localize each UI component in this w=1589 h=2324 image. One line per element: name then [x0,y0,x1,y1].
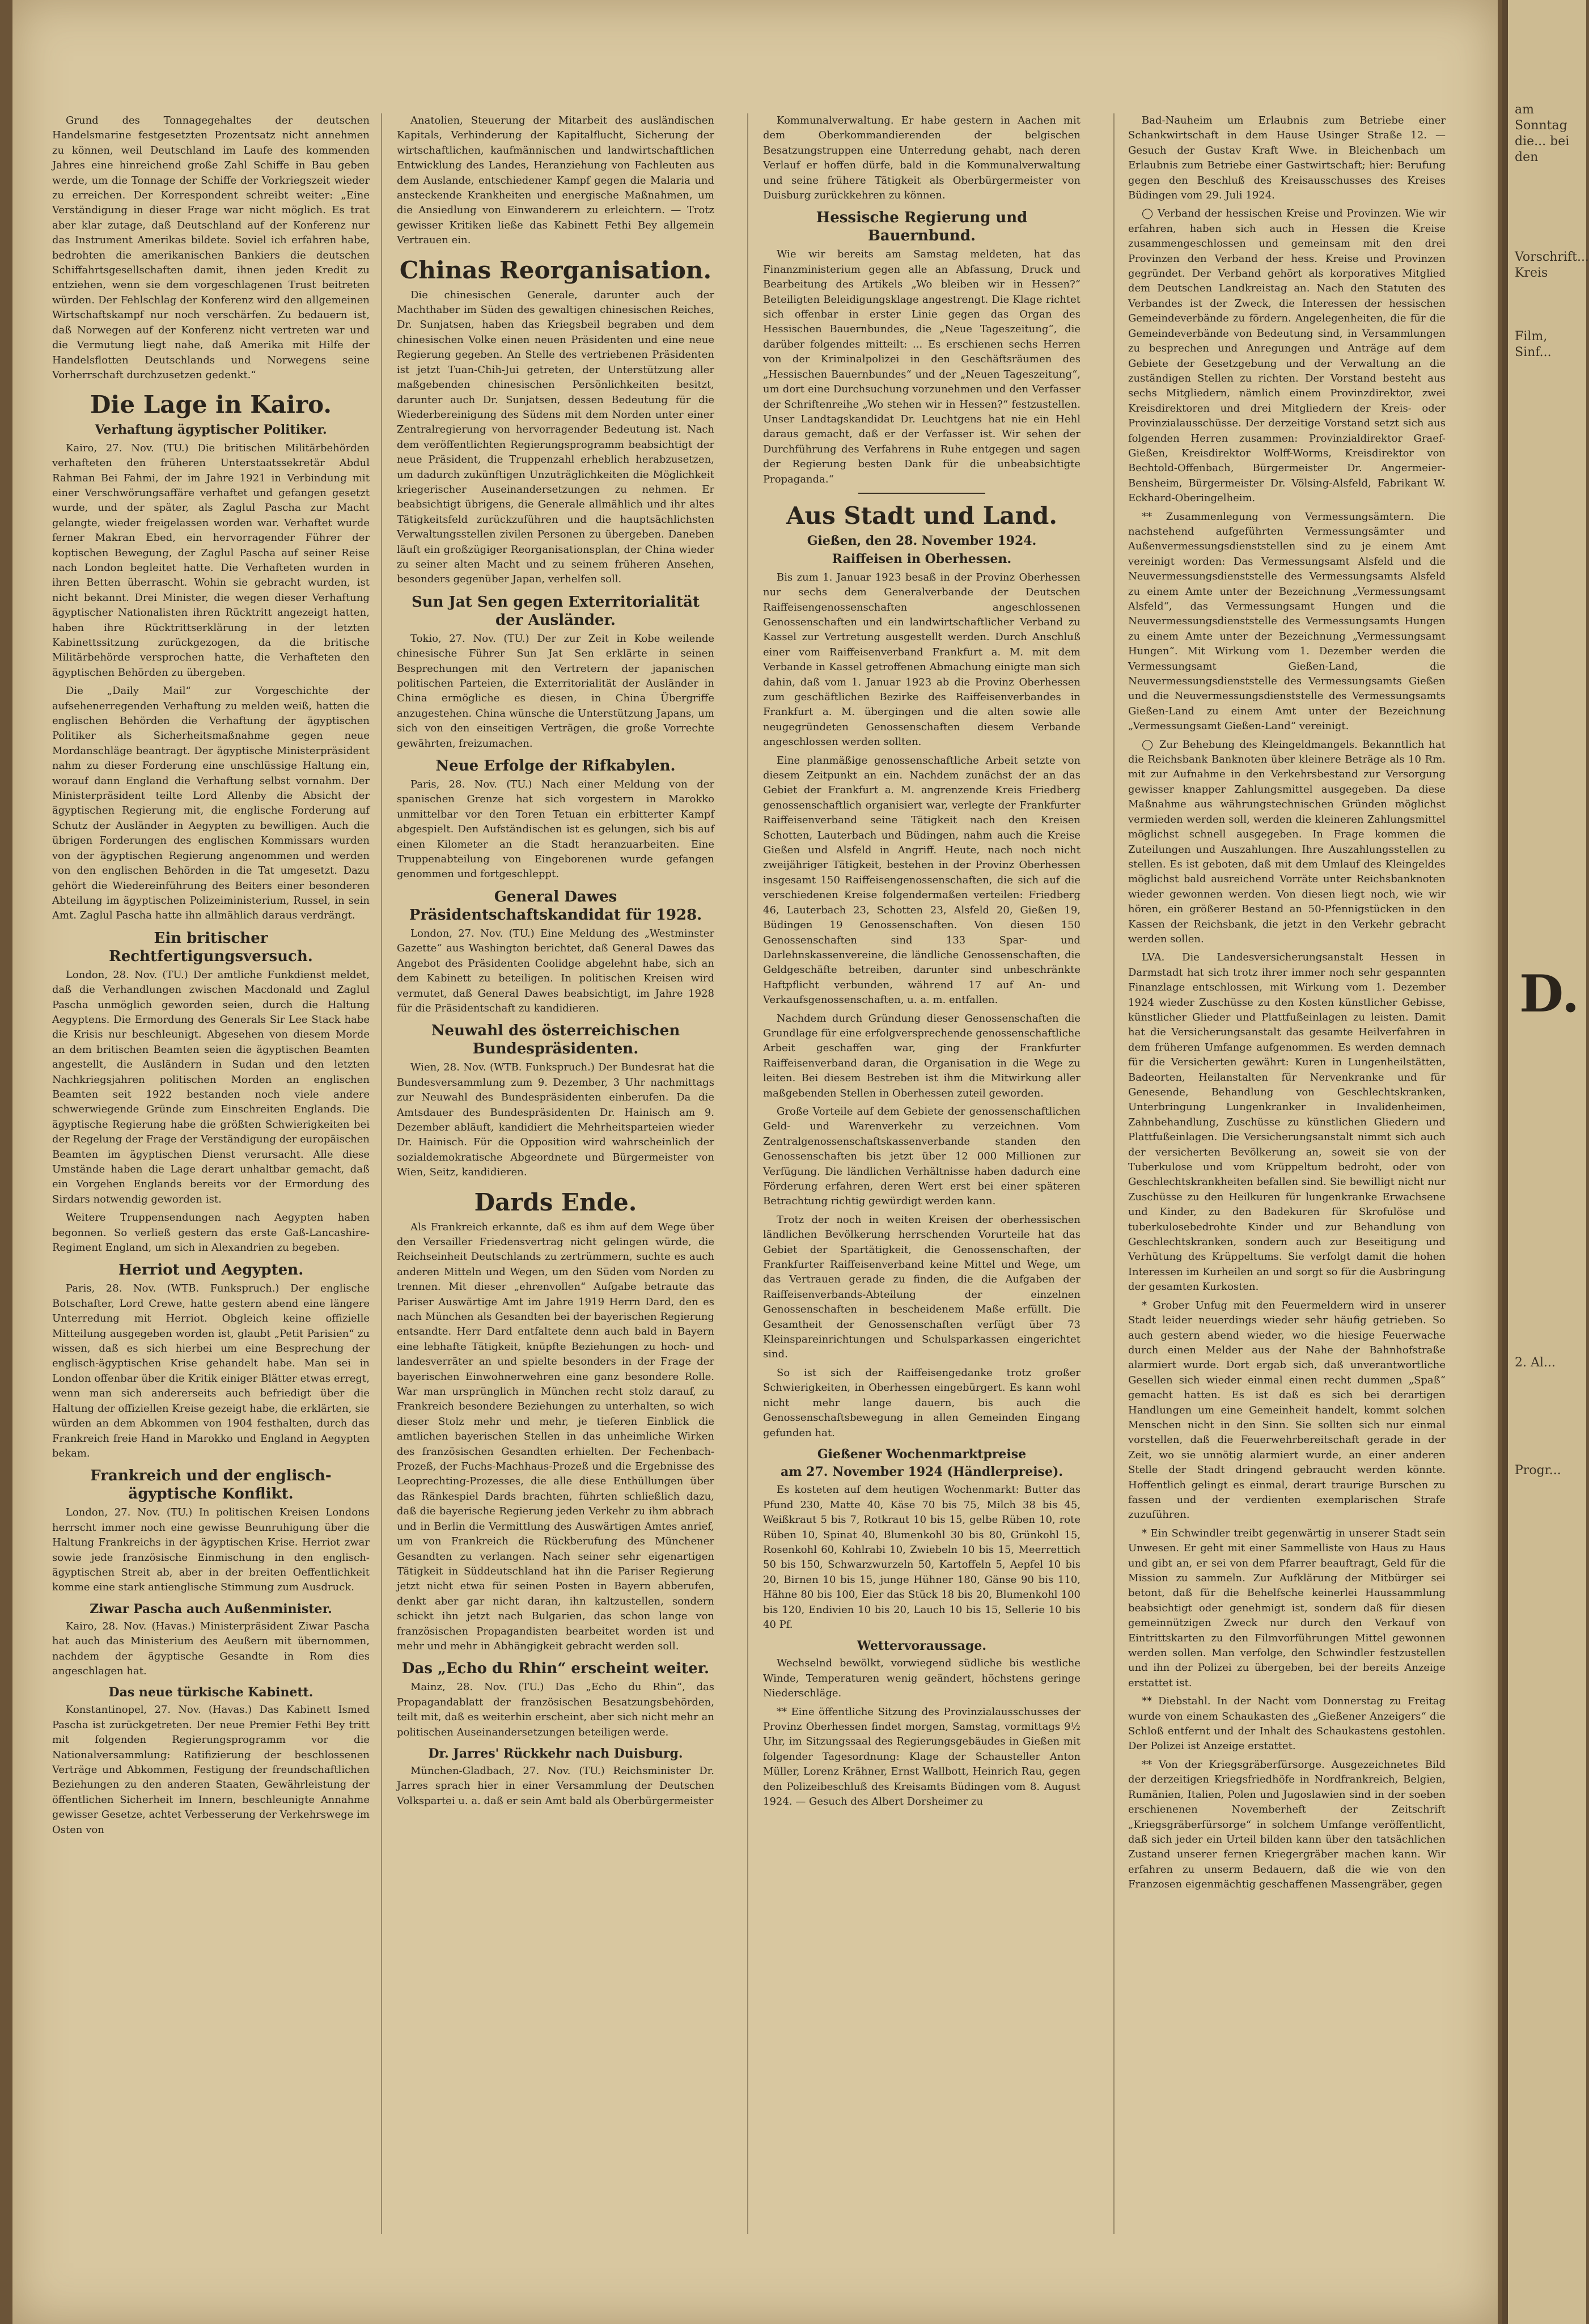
article-text: Kairo, 27. Nov. (TU.) Die britischen Militärbehörden verhafteten den früheren Unterstaatssekretär Abdul Rahman Bei Fahmi, der im Jahre 1921 in Verbindung mit einer Verschwörungsaffäre verhaftet und gefangen gesetzt wurde, und der später, als Zaglul Pascha zur Macht gelangte, wieder freigelassen worden war. Verhaftet wurde ferner Makran Ebed, ein hervorragender Führer der koptischen Bewegung, der Zaglul Pascha auf seiner Reise nach London begleitet hatte. Die Verhafteten wurden in ihren Betten überrascht. Wohin sie gebracht wurden, ist nicht bekannt. Drei Minister, die wegen dieser Verhaftung ägyptischer Nationalisten ihren Rücktritt angezeigt hatten, haben ihre Rücktrittserklärung in der letzten Kabinettssitzung zurückgezogen, da die britische Militärbehörde versprochen hatte, die Verhafteten den ägyptischen Behörden zu übergeben. [52,442,370,679]
article-text: London, 28. Nov. (TU.) Der amtliche Funkdienst meldet, daß die Verhandlungen zwischen Macdonald und Zaglul Pascha unmöglich geworden seien, durch die Haltung Aegyptens. Die Ermordung des Generals Sir Lee Stack habe die Krisis nur beschleunigt. Abgesehen von diesem Morde an dem britischen Beamten seien die ägyptischen Beamten angestellt, die Ausländern in Sudan und den letzten Nachkriegsjahren politischen Morden an englischen Beamten seit 1922 bestanden noch viele andere schwerwiegende Gründe zum Einschreiten Englands. Die ägyptische Regierung habe die größten Schwierigkeiten bei der Regelung der Frage der Verständigung der europäischen Beamten im ägyptischen Dienst verursacht. Alle diese Umstände haben die Lage derart unhaltbar gemacht, daß ein Vorgehen Englands bereits vor der Ermordung des Sirdars notwendig geworden ist. [52,968,370,1205]
headline: Neue Erfolge der Rifkabylen. [435,757,676,775]
article-text: * Grober Unfug mit den Feuermeldern wird in unserer Stadt leider neuerdings wieder sehr häufig getrieben. So auch gestern abend wieder, wo die hiesige Feuerwache durch einen Melder aus der Nahe der Bahnhofstraße alarmiert wurde. Dort ergab sich, daß unverantwortliche Gesellen sich wieder einmal einen recht dummen „Spaß“ gemacht hatten. Es ist daß es sich bei derartigen Handlungen um eine Gemeinheit handelt, kommt solchen Menschen nicht in den Sinn. Sie sollten sich nur einmal vorstellen, daß die Feuerwehrbereitschaft gerade in der Zeit, wo sie unnötig alarmiert wurde, an einer anderen Stelle der Stadt dringend gebraucht werden könnte. Hoffentlich gelingt es einmal, derart traurige Burschen zu fassen und der verdienten exemplarischen Strafe zuzuführen. [1128,1299,1446,1521]
headline: Gießener Wochenmarktpreise [817,1446,1027,1462]
article-text: Eine planmäßige genossenschaftliche Arbeit setzte von diesem Zeitpunkt an ein. Nachdem zunächst der an das Gebiet der Frankfurt a. M. angrenzende Kreis Friedberg genossenschaftlich organisiert war, verlegte der Frankfurter Raiffeisenverband seine Tätigkeit nach den Kreisen Schotten, Lauterbach und Büdingen, nahm auch die Kreise Gießen und Alsfeld in Angriff. Heute, nach noch nicht zweijähriger Tätigkeit, bestehen in der Provinz Oberhessen insgesamt 150 Raiffeisengenossenschaften, die sich auf die verschiedenen Kreise folgendermaßen verteilen: Friedberg 46, Lauterbach 23, Schotten 23, Alsfeld 20, Gießen 19, Büdingen 19 Genossenschaften. Von diesen 150 Genossenschaften sind 133 Spar- und Darlehnskassenvereine, die ländliche Genossenschaften, die Geldgeschäfte betreiben, darunter sind unbeschränkte Haftpflicht verbunden, während 17 auf An- und Verkaufsgenossenschaften, u. a. m. entfallen. [763,754,1080,1006]
edge-text-fragment: Film, Sinf... [1515,329,1552,359]
article-text: Große Vorteile auf dem Gebiete der genossenschaftlichen Geld- und Warenverkehr zu verzeichnen. Vom Zentralgenossenschaftskassenverbande standen den Genossenschaften bis jetzt über 12 000 Millionen zur Verfügung. Die ländlichen Verhältnisse haben dadurch eine Förderung erfahren, deren Wert erst bei einer späteren Betrachtung richtig gewürdigt werden kann. [763,1105,1080,1208]
article-text: LVA. Die Landesversicherungsanstalt Hessen in Darmstadt hat sich trotz ihrer immer noch sehr gespannten Finanzlage entschlossen, mit Wirkung vom 1. Dezember 1924 wieder Zuschüsse zu den Kosten künstlicher Gebisse, künstlicher Glieder und Plattfußeinlagen zu leisten. Damit hat die Versicherungsanstalt das gesamte Heilverfahren in dem früheren Umfange aufgenommen. Es werden demnach für die Versicherten gewährt: Kuren in Lungenheilstätten, Badeorten, Heilanstalten für Nervenkranke und für Genesende, Behandlung von Geschlechtskranken, Unterbringung Lungenkranker in Invalidenheimen, Zahnbehandlung, Zuschüsse zu künstlichen Gliedern und Plattfußeinlagen. Die Versicherungsanstalt nimmt sich auch der versicherten Bevölkerung an, soweit sie von der Tuberkulose und vom Krüppeltum bedroht, oder von Geschlechtskrankheiten befallen sind. Sie bewilligt nicht nur Zuschüsse zu den Heilkuren für lungenkranke Erwachsene und Kinder, zu den Badekuren für Skrofulöse und tuberkulosebedrohte Kinder und zur Behandlung von Geschlechtskranken, sondern auch zur Beseitigung und Verhütung des Krüppeltums. Sie verfolgt damit die hohen Interessen im Kurheilen an und sorgt so für die Ausbringung der gesamten Kurkosten. [1128,951,1446,1293]
article-text: Wechselnd bewölkt, vorwiegend südliche bis westliche Winde, Temperaturen wenig geändert, höchstens geringe Niederschläge. [763,1657,1080,1700]
headline: Hessische Regierung und Bauernbund. [816,209,1028,245]
edge-text-fragment: 2. Al... [1515,1356,1556,1370]
article-text: Paris, 28. Nov. (TU.) Nach einer Meldung von der spanischen Grenze hat sich vorgestern in Marokko unmittelbar vor den Toren Tetuan ein erbitterter Kampf abgespielt. Den Aufständischen ist es gelungen, sich bis auf einen Kilometer an die Stadt heranzuarbeiten. Eine Truppenabteilung von Eingeborenen wurde gefangen genommen und fortgeschleppt. [397,778,714,881]
article-text: ** Diebstahl. In der Nacht vom Donnerstag zu Freitag wurde von einem Schaukasten des „Gießener Anzeigers“ die Schloß entfernt und der Inhalt des Schaukastens gestohlen. Der Polizei ist Anzeige erstattet. [1128,1695,1446,1752]
article-text: Die „Daily Mail“ zur Vorgeschichte der aufsehenerregenden Verhaftung zu melden weiß, hatten die englischen Behörden die Verhaftung der ägyptischen Politiker als Sicherheitsmaßnahme gegen neue Mordanschläge beantragt. Der ägyptische Ministerpräsident nahm zu dieser Forderung eine unschlüssige Haltung ein, worauf dann England die Verhaftung selbst vornahm. Der Ministerpräsident teilte Lord Allenby die Absicht der ägyptischen Regierung mit, die englische Forderung auf Schutz der Ausländer in Aegypten zu bewilligen. Auch die übrigen Forderungen des englischen Kommissars wurden von der ägyptischen Regierung angenommen und werden von den englischen Behörden in die Tat umgesetzt. Dazu gehört die Wiedereinführung des Beiters einer besonderen Abteilung im ägyptischen Polizeiministerium, Russel, in sein Amt. Zaglul Pascha hatte ihn allmählich daraus verdrängt. [52,685,370,922]
article-text: Bad-Nauheim um Erlaubnis zum Betriebe einer Schankwirtschaft in dem Hause Usinger Straße 12. — Gesuch der Gustav Kraft Wwe. in Bleichenbach um Erlaubnis zum Betriebe einer Gastwirtschaft; hier: Berufung gegen den Beschluß des Kreisausschusses des Kreises Büdingen vom 29. Juli 1924. [1128,115,1446,202]
column-3 [763,113,1080,2245]
headline: Chinas Reorganisation. [399,256,712,284]
article-text: Kairo, 28. Nov. (Havas.) Ministerpräsident Ziwar Pascha hat auch das Ministerium des Aeußern mit übernommen, nachdem der ägyptische Gesandte in Rom dies angeschlagen hat. [52,1620,370,1677]
article-text: Trotz der noch in weiten Kreisen der oberhessischen ländlichen Bevölkerung herrschenden Vorurteile hat das Gebiet der Spartätigkeit, die Genossenschaften, der Frankfurter Raiffeisenverband keine Mittel und Wege, um das Vertrauen gerade zu finden, die die Aufgaben der Raiffeisenverbands-Abteilung der einzelnen Genossenschaften in bescheidenem Maße erfüllt. Die Gesamtheit der Genossenschaften verfügt über 73 Kleinspareinrichtungen und Schulsparkassen eingerichtet sind. [763,1213,1080,1361]
article-text: Tokio, 27. Nov. (TU.) Der zur Zeit in Kobe weilende chinesische Führer Sun Jat Sen erklärte in seinen Besprechungen mit den Vertretern der japanischen politischen Parteien, die Exterritorialität der Ausländer in China ermögliche es diesen, in China Übergriffe anzugestehen. China wünsche die Unterstützung Japans, um sich von den einseitigen Verträgen, die große Vorrechte gewährten, freizumachen. [397,632,714,750]
headline: Das „Echo du Rhin“ erscheint weiter. [401,1660,710,1678]
edge-text-fragment: Progr... [1515,1463,1561,1478]
subheadline: Raiffeisen in Oberhessen. [832,552,1012,567]
adjacent-page-edge [1502,0,1589,2324]
edge-text-fragment: am Sonntag die... bei den [1515,103,1570,164]
headline: Neuwahl des österreichischen Bundespräsidenten. [431,1022,680,1058]
headline: Die Lage in Kairo. [90,391,332,419]
column-divider [1113,113,1115,2234]
section-rule [858,493,985,494]
column-divider [381,113,382,2234]
article-text: Wien, 28. Nov. (WTB. Funkspruch.) Der Bundesrat hat die Bundesversammlung zum 9. Dezember, 3 Uhr nachmittags zur Neuwahl des Bundespräsidenten einberufen. Da die Amtsdauer des Bundespräsidenten Dr. Hainisch am 9. Dezember abläuft, kandidiert die Mehrheitsparteien wieder Dr. Hainisch. Für die Opposition wird wahrscheinlich der sozialdemokratische Abgeordnete und Bürgermeister von Wien, Seitz, kandidieren. [397,1061,714,1179]
article-text: London, 27. Nov. (TU.) Eine Meldung des „Westminster Gazette“ aus Washington berichtet, daß General Dawes das Angebot des Präsidenten Coolidge abgelehnt habe, sich an dem Kabinett zu beteiligen. In politischen Kreisen wird vermutet, daß General Dawes beabsichtigt, im Jahre 1928 für die Präsidentschaft zu kandidieren. [397,927,714,1014]
article-text: Als Frankreich erkannte, daß es ihm auf dem Wege über den Versailler Friedensvertrag nicht gelingen würde, die Reichseinheit Deutschlands zu zertrümmern, suchte es auch anderen Mitteln und Wegen, um den Süden vom Norden zu trennen. Mit dieser „ehrenvollen“ Aufgabe betraute das Pariser Auswärtige Amt im Jahre 1919 Herrn Dard, den es nach München als Gesandten bei der bayerischen Regierung entsandte. Herr Dard entfaltete denn auch bald in Bayern eine lebhafte Tätigkeit, knüpfte Beziehungen zu hoch- und landesverräter an und spielte besonders in der Frage der bayerischen Einwohnerwehren eine ganz besondere Rolle. War man ursprünglich in München recht stolz darauf, zu Frankreich besondere Beziehungen zu unterhalten, so wich dieser Stolz mehr und mehr, je tieferen Einblick die amtlichen bayerischen Stellen in das unheimliche Wirken des französischen Gesandten erhielten. Der Fechenbach-Prozeß, der Fuchs-Machhaus-Prozeß und die Ergebnisse des Leoprechting-Prozesses, die alle diese Enthüllungen über das Ränkespiel Dards brachten, führten schließlich dazu, daß die bayerische Regierung jeden Verkehr zu ihm abbrach und in Berlin die Vermittlung des Auswärtigen Amtes anrief, um von Frankreich die Rückberufung des Münchener Gesandten zu verlangen. Nach seiner sehr eigenartigen Tätigkeit in Süddeutschland hat ihn die Pariser Regierung jetzt nicht etwa für seinen Posten in Bayern abberufen, denkt aber gar nicht daran, ihn kaltzustellen, sondern schickt ihn jetzt nach Bulgarien, das schon lange von französischen Propagandisten bearbeitet worden ist und mehr und mehr in Abhängigkeit gebracht werden soll. [397,1221,714,1652]
headline: Ein britischer Rechtfertigungsversuch. [109,929,313,965]
article-text: ** Von der Kriegsgräberfürsorge. Ausgezeichnetes Bild der derzeitigen Kriegsfriedhöfe in Nordfrankreich, Belgien, Rumänien, Italien, Polen und Jugoslawien sind in der soeben erschienenen Novemberheft der Zeitschrift „Kriegsgräberfürsorge“ in solchem Umfange veröffentlicht, daß sich jeder ein Urteil bilden kann über den tatsächlichen Zustand unserer fernen Kriegergräber machen kann. Wir erfahren zu unserm Bedauern, daß die wie von den Franzosen eigenmächtig geschaffenen Massengräber, gegen [1128,1758,1446,1891]
headline: Ziwar Pascha auch Außenminister. [90,1601,332,1616]
article-text: ** Eine öffentliche Sitzung des Provinzialausschusses der Provinz Oberhessen findet morgen, Samstag, vormittags 9½ Uhr, im Sitzungssaal des Regierungsgebäudes in Gießen mit folgender Tagesordnung: Klage der Schausteller Anton Müller, Lorenz Krähner, Ernst Wallbott, Heinrich Rau, gegen den Polizeibeschluß des Kreisamts Büdingen vom 8. August 1924. — Gesuch des Albert Dorsheimer zu [763,1705,1080,1808]
subheadline: am 27. November 1924 (Händlerpreise). [780,1464,1063,1479]
article-text: Anatolien, Steuerung der Mitarbeit des ausländischen Kapitals, Verhinderung der Kapitalflucht, Sicherung der wirtschaftlichen, kaufmännischen und landwirtschaftlichen Entwicklung des Landes, Heranziehung von Fachleuten aus dem Auslande, entschiedener Kampf gegen die Malaria und ansteckende Krankheiten und energische Maßnahmen, um die Ansiedlung von Einwanderern zu erleichtern. — Trotz gewisser Kritiken ließe das Kabinett Fethi Bey allgemein Vertrauen ein. [397,115,714,247]
article-text: ◯ Verband der hessischen Kreise und Provinzen. Wie wir erfahren, haben sich auch in Hessen die Kreise zusammengeschlossen und gemeinsam mit den drei Provinzen den Verband der hess. Kreise und Provinzen gegründet. Der Verband gehört als korporatives Mitglied dem Deutschen Landkreistag an. Nach den Statuten des Verbandes ist der Zweck, die Interessen der hessischen Gemeindeverbände zu fördern. Angelegenheiten, die für die Gemeindeverbände von Bedeutung sind, in Versammlungen zu besprechen und Anregungen und Anträge auf dem Gebiete der Gesetzgebung und der Verwaltung an die zuständigen Stellen zu richten. Der Vorstand besteht aus sechs Mitgliedern, nämlich einem Provinzdirektor, zwei Kreisdirektoren und drei Mitgliedern der Kreis- oder Provinzialausschüsse. Der derzeitige Vorstand setzt sich aus folgenden Herren zusammen: Provinzialdirektor Graef-Gießen, Kreisdirektor Wolff-Worms, Kreisdirektor von Bechtold-Offenbach, Bürgermeister Dr. Angermeier-Bensheim, Bürgermeister Dr. Völsing-Alsfeld, Fabrikant W. Eckhard-Oberingelheim. [1128,208,1446,505]
article-text: Es kosteten auf dem heutigen Wochenmarkt: Butter das Pfund 230, Matte 40, Käse 70 bis 75, Milch 38 bis 45, Weißkraut 5 bis 7, Rotkraut 10 bis 15, gelbe Rüben 10, rote Rüben 10, Spinat 40, Blumenkohl 30 bis 80, Grünkohl 15, Rosenkohl 60, Kohlrabi 10, Zwiebeln 10 bis 15, Meerrettich 50 bis 150, Schwarzwurzeln 50, Kartoffeln 5, Aepfel 10 bis 20, Birnen 10 bis 15, junge Hühner 180, Gänse 90 bis 110, Hähne 80 bis 100, Eier das Stück 18 bis 20, Blumenkohl 100 bis 120, Endivien 10 bis 20, Lauch 10 bis 15, Sellerie 10 bis 40 Pf. [763,1484,1080,1631]
dateline: Gießen, den 28. November 1924. [807,533,1037,548]
headline: Dr. Jarres' Rückkehr nach Duisburg. [428,1746,683,1761]
column-4 [1128,113,1446,2245]
headline: Herriot und Aegypten. [118,1262,304,1279]
headline: Das neue türkische Kabinett. [108,1685,313,1700]
article-text: Die chinesischen Generale, darunter auch der Machthaber im Süden des gewaltigen chinesischen Reiches, Dr. Sunjatsen, haben das Kriegsbeil begraben und dem chinesischen Volke einen neuen Präsidenten und eine neue Regierung gegeben. An Stelle des vertriebenen Präsidenten ist jetzt Tuan-Chih-Jui getreten, der Unterstützung aller maßgebenden chinesischen Persönlichkeiten besitzt, darunter auch Dr. Sunjatsen, dessen Bedeutung für die Wiederbereinigung des Südens mit dem Norden unter einer Zentralregierung von hervorragender Bedeutung ist. Nach dem veröffentlichten Regierungsprogramm beabsichtigt der neue Präsident, die Truppenzahl erheblich herabzusetzen, um dadurch zukünftigen Unzuträglichkeiten die Möglichkeit kriegerischer Auseinandersetzungen zu nehmen. Er beabsichtigt übrigens, die Generale allmählich und ihr altes Tätigkeitsfeld zurückzuführen und die hauptsächlichsten Verwaltungsstellen zivilen Personen zu übergeben. Daneben läuft ein großzügiger Reorganisationsplan, der China wieder zu seiner alten Macht und zu seinem früheren Ansehen, besonders gegenüber Japan, verhelfen soll. [397,289,714,586]
section-headline: Aus Stadt und Land. [786,501,1058,530]
article-text: ◯ Zur Behebung des Kleingeldmangels. Bekanntlich hat die Reichsbank Banknoten über kleinere Beträge als 10 Rm. mit zur Aufnahme in den Verkehrsbestand zur Versorgung gewisser knapper Zahlungsmittel ausgegeben. Da diese Maßnahme aus währungstechnischen Gründen möglichst vermieden werden soll, werden die kleineren Zahlungsmittel möglichst schnell ausgegeben. In Frage kommen die Zuteilungen und Auszahlungen. Ihre Auszahlungsstellen zu stellen. Es ist geboten, daß mit dem Umlauf des Kleingeldes möglichst bald ausreichend Vorräte unter Reichsbanknoten wieder gewonnen werden. Von diesen liegt noch, wie wir hören, ein größerer Bestand an 50-Pfennigstücken in den Kassen der Reichsbank, die jetzt in den Verkehr gebracht werden sollen. [1128,738,1446,945]
article-text: ** Zusammenlegung von Vermessungsämtern. Die nachstehend aufgeführten Vermessungsämter und Außenvermessungsdienststellen sind zu je einem Amt vereinigt worden: Das Vermessungsamt Alsfeld und die Neuvermessungsdienststelle des Vermessungsamts Alsfeld zu einem Amte unter der Bezeichnung „Vermessungsamt Alsfeld“, das Vermessungsamt Hungen und die Neuvermessungsdienststelle des Vermessungsamts Hungen zu einem Amte unter der Bezeichnung „Vermessungsamt Hungen“. Mit Wirkung vom 1. Dezember werden die Vermessungsamt Gießen-Land, die Neuvermessungsdienststelle des Vermessungsamts Gießen und die Neuvermessungsdienststelle des Vermessungsamts Gießen-Land zu einem Amt unter der Bezeichnung „Vermessungsamt Gießen-Land“ vereinigt. [1128,510,1446,733]
headline: Frankreich und der englisch-ägyptische Konflikt. [90,1467,332,1503]
article-text: München-Gladbach, 27. Nov. (TU.) Reichsminister Dr. Jarres sprach hier in einer Versammlung der Deutschen Volkspartei u. a. daß er sein Amt bald als Oberbürgermeister [397,1764,714,1807]
article-text: Konstantinopel, 27. Nov. (Havas.) Das Kabinett Ismed Pascha ist zurückgetreten. Der neue Premier Fethi Bey tritt mit folgenden Regierungsprogramm vor die Nationalversammlung: Ratifizierung der beschlossenen Verträge und Abkommen, Festigung der freundschaftlichen Beziehungen zu den anderen Staaten, Gewährleistung der öffentlichen Sicherheit im Innern, beschleunigte Annahme gewisser Gesetze, achtet Verbesserung der Verkehrswege im Osten von [52,1704,370,1836]
article-text: London, 27. Nov. (TU.) In politischen Kreisen Londons herrscht immer noch eine gewisse Beunruhigung über die Haltung Frankreichs in der ägyptischen Krise. Herriot zwar sowie jede französische Einmischung in den englisch-ägyptischen Streit ab, aber in der breiten Oeffentlichkeit komme eine stark antienglische Stimmung zum Ausdruck. [52,1506,370,1594]
edge-large-letter: D. [1519,964,1580,1024]
article-text: Mainz, 28. Nov. (TU.) Das „Echo du Rhin“, das Propagandablatt der französischen Besatzungsbehörden, teilt mit, daß es weiterhin erscheint, aber sich nicht mehr an politischen Auseinandersetzungen beteiligen werde. [397,1681,714,1738]
edge-text-fragment: Vorschrift... Kreis [1515,250,1589,280]
article-text: Paris, 28. Nov. (WTB. Funkspruch.) Der englische Botschafter, Lord Crewe, hatte gestern abend eine längere Unterredung mit Herriot. Obgleich keine offizielle Mitteilung ausgegeben worden ist, glaubt „Petit Parisien“ zu wissen, daß es sich hierbei um eine Besprechung der englisch-ägyptischen Krise gehandelt habe. Man sei in London offenbar über die Kritik einiger Blätter etwas erregt, wenn man sich andererseits auch befriedigt über die Haltung der offiziellen Kreise gezeigt habe, die erklärten, sie würden an dem Abkommen von 1904 festhalten, durch das Frankreich freie Hand in Marokko und England in Aegypten bekam. [52,1282,370,1459]
article-text: Wie wir bereits am Samstag meldeten, hat das Finanzministerium gegen alle an Abfassung, Druck und Bearbeitung des Artikels „Wo bleiben wir in Hessen?“ Beteiligten Beleidigungsklage angestrengt. Die Klage richtet sich offenbar in erster Linie gegen das Organ des Hessischen Bauernbundes, die „Neue Tageszeitung“, die darüber folgendes mitteilt: ... Es erschienen sechs Herren von der Kriminalpolizei in den Geschäftsräumen des „Hessischen Bauernbundes“ und der „Neuen Tageszeitung“, um dort eine Durchsuchung vorzunehmen und den Verfasser der Schriftenreihe „Wo stehen wir in Hessen?“ festzustellen. Unser Landtagskandidat Dr. Leuchtgens hat nie ein Hehl daraus gemacht, daß er der Verfasser ist. Wir sehen der Durchführung des Verfahrens in Ruhe entgegen und sagen der Regierung besten Dank für die unbeabsichtigte Propaganda.“ [763,248,1080,485]
headline: Dards Ende. [474,1188,637,1216]
headline: Wettervoraussage. [857,1639,987,1654]
column-1 [52,113,370,2245]
column-2 [397,113,714,2245]
article-text: So ist sich der Raiffeisengedanke trotz großer Schwierigkeiten, in Oberhessen eingebürgert. Es kann wohl nicht mehr lange dauern, bis auch die Genossenschaftsbewegung in allen Gemeinden Eingang gefunden hat. [763,1366,1080,1439]
article-text: Weitere Truppensendungen nach Aegypten haben begonnen. So verließ gestern das erste Gaß-Lancashire-Regiment England, um sich in Alexandrien zu begeben. [52,1212,370,1254]
column-divider [747,113,748,2234]
article-text: * Ein Schwindler treibt gegenwärtig in unserer Stadt sein Unwesen. Er geht mit einer Sammelliste von Haus zu Haus und gibt an, er sei von dem Pfarrer beauftragt, Geld für die Mission zu sammeln. Zur Aufklärung der Mitbürger sei betont, daß für die Behelfsche keinerlei Haussammlung beabsichtigt oder genehmigt ist, sondern daß für diesen gemeinnützigen Zweck nur durch den Verkauf von Eintrittskarten zu den Filmvorführungen Mittel gewonnen werden sollen. Man verfolge, den Schwindler festzustellen und ihn der Polizei zu übergeben, bei der bereits Anzeige erstattet ist. [1128,1527,1446,1689]
article-text: Kommunalverwaltung. Er habe gestern in Aachen mit dem Oberkommandierenden der belgischen Besatzungstruppen eine Unterredung gehabt, nach deren Verlauf er hoffen dürfe, bald in die Kommunalverwaltung und seine frühere Tätigkeit als Oberbürgermeister von Duisburg zurückkehren zu können. [763,115,1080,202]
headline: Sun Jat Sen gegen Exterritorialität der Ausländer. [411,593,700,629]
subheadline: Verhaftung ägyptischer Politiker. [95,422,327,438]
article-text: Bis zum 1. Januar 1923 besaß in der Provinz Oberhessen nur sechs dem Generalverbande der Deutschen Raiffeisengenossenschaften angeschlossenen Genossenschaften und ein landwirtschaftlicher Verband zu Kassel zur Vertretung ausgestellt werden. Durch Anschluß einer vom Raiffeisenverband Frankfurt a. M. mit dem Verbande in Kassel getroffenen Abmachung einigte man sich dahin, daß vom 1. Januar 1923 ab die Provinz Oberhessen zum geschäftlichen Bezirke des Raiffeisenverbandes in Frankfurt a. M. übergingen und die alten sowie alle neugegründeten Genossenschaften diesem Verbande angeschlossen werden sollten. [763,571,1080,748]
headline: General Dawes Präsidentschaftskandidat für 1928. [409,888,702,924]
article-text: Nachdem durch Gründung dieser Genossenschaften die Grundlage für eine erfolgversprechende genossenschaftliche Arbeit geschaffen war, ging der Frankfurter Raiffeisenverband daran, die Organisation in die Wege zu leiten. Bei diesem Bestreben ist ihm die Mitwirkung aller maßgebenden Stellen in Oberhessen zuteil geworden. [763,1012,1080,1099]
article-text: Grund des Tonnagegehaltes der deutschen Handelsmarine festgesetzten Prozentsatz nicht annehmen zu können, weil Deutschland im Laufe des kommenden Jahres eine hinreichend große Zahl Schiffe in Bau geben werde, um die Tonnage der Schiffe der Vorkriegszeit wieder zu erreichen. Der Korrespondent schreibt weiter: „Eine Verständigung in dieser Frage war nicht möglich. Es trat aber klar zutage, daß Deutschland auf der Konferenz nur das Instrument Amerikas bildete. Soviel ich erfahren habe, bedrohten die amerikanischen Bankiers die deutschen Schiffahrtsgesellschaften damit, ihnen jeden Kredit zu entziehen, wenn sie dem vorgeschlagenen Trust beitreten würden. Der Fehlschlag der Konferenz wird den allgemeinen Wirtschaftskampf nur noch verschärfen. Zu bedauern ist, daß Norwegen auf der Konferenz nicht vertreten war und die Vermutung liegt nahe, daß Amerika mit Hilfe der Handelsflotten Deutschlands und Norwegens seine Vorherrschaft durchzusetzen gedenkt.“ [52,115,370,381]
